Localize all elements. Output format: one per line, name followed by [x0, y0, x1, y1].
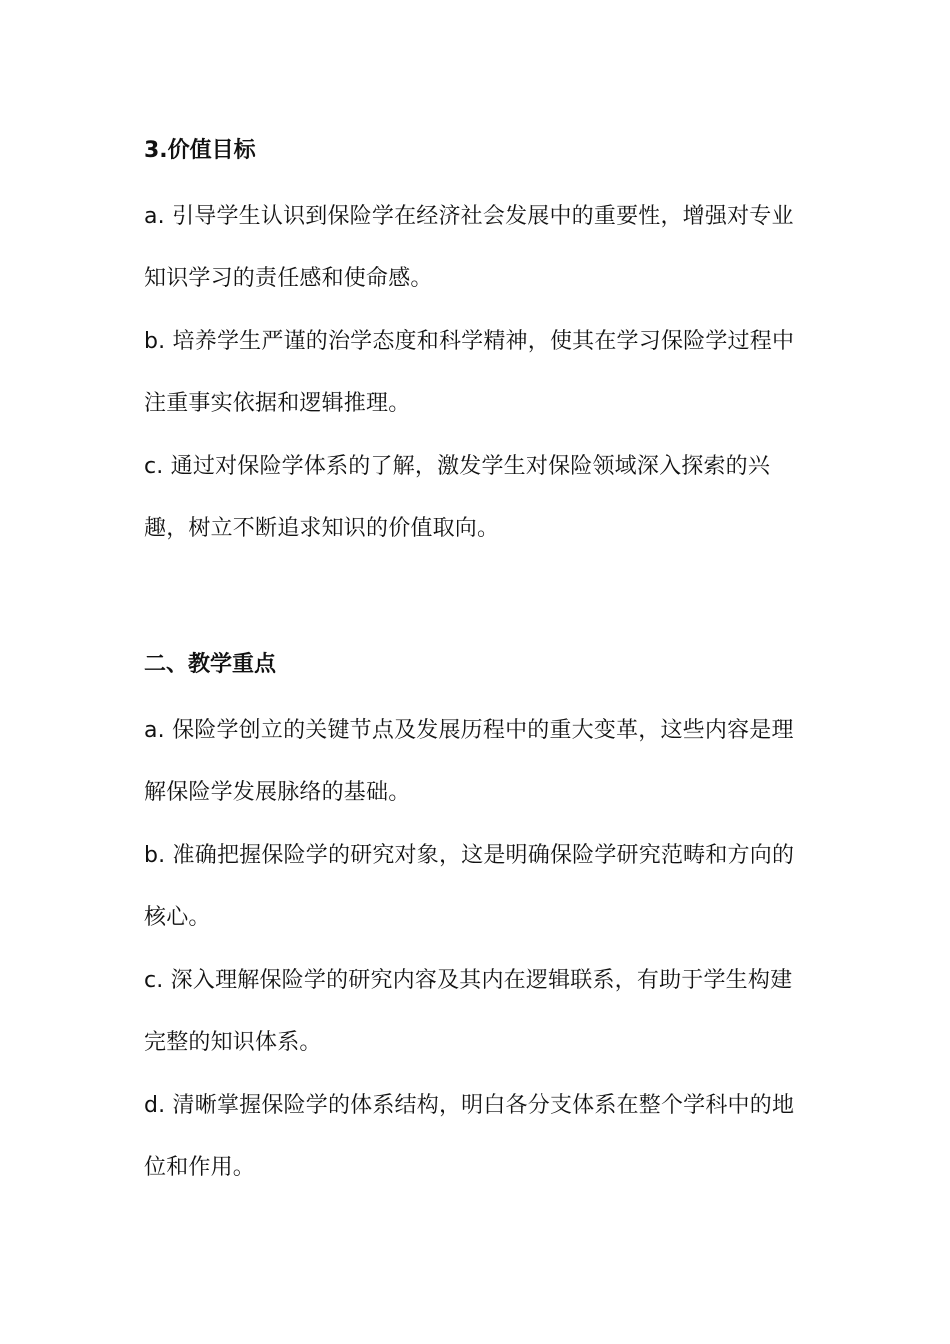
key-point-item-a: a. 保险学创立的关键节点及发展历程中的重大变革，这些内容是理解保险学发展脉络的基础。	[144, 718, 794, 805]
value-goal-item-b: b. 培养学生严谨的治学态度和科学精神，使其在学习保险学过程中注重事实依据和逻辑推理。	[144, 329, 795, 416]
key-point-item-c: c. 深入理解保险学的研究内容及其内在逻辑联系，有助于学生构建完整的知识体系。	[144, 968, 793, 1055]
section-heading-value-goals: 3.价值目标	[144, 138, 256, 163]
value-goal-item-c: c. 通过对保险学体系的了解，激发学生对保险领域深入探索的兴趣，树立不断追求知识的价值取向。	[144, 454, 771, 541]
value-goal-item-a: a. 引导学生认识到保险学在经济社会发展中的重要性，增强对专业知识学习的责任感和使命感。	[144, 204, 794, 291]
key-point-item-b: b. 准确把握保险学的研究对象，这是明确保险学研究范畴和方向的核心。	[144, 843, 795, 930]
key-point-item-d: d. 清晰掌握保险学的体系结构，明白各分支体系在整个学科中的地位和作用。	[144, 1093, 795, 1180]
section-heading-key-points: 二、教学重点	[144, 652, 277, 677]
